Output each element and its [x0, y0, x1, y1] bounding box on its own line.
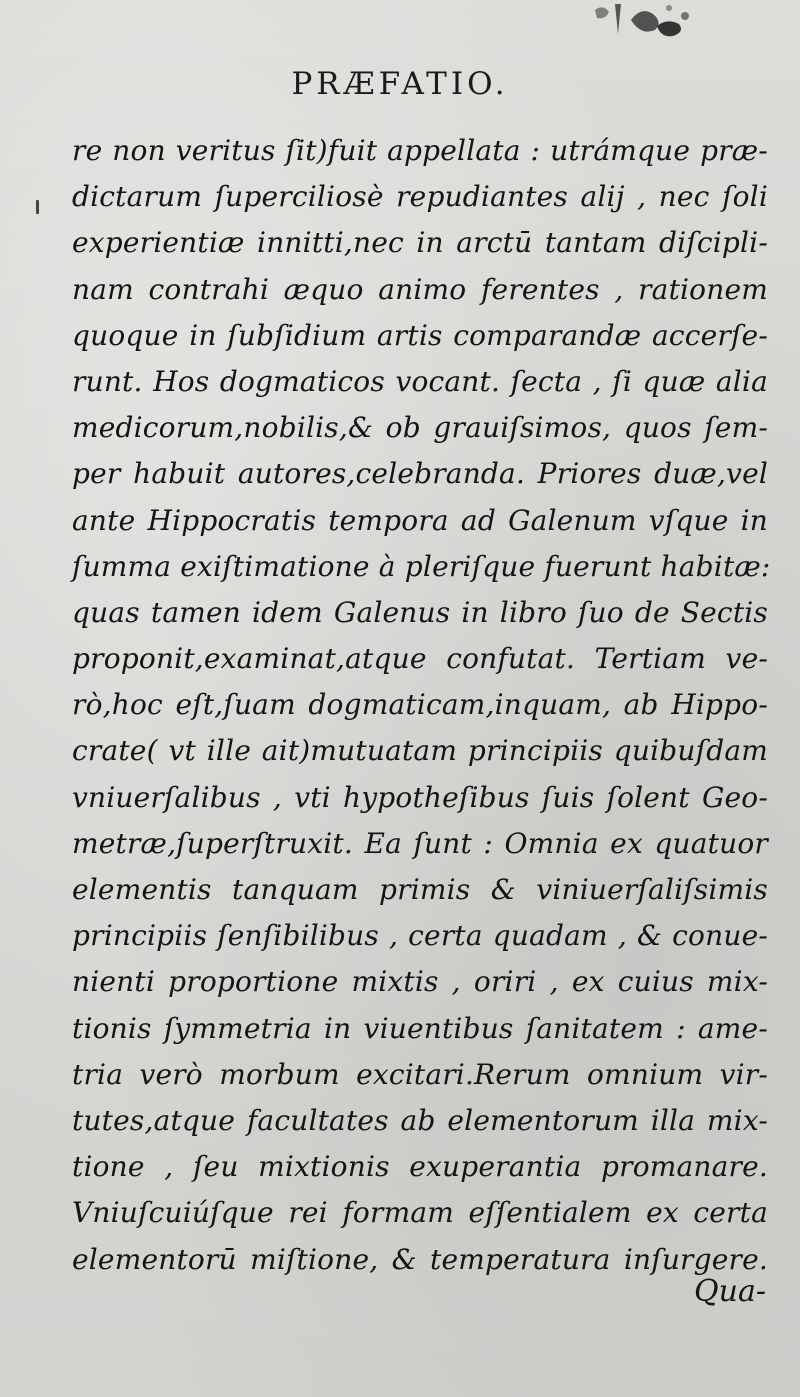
text-line: tione , ſeu mixtionis exuperantia promanare.: [72, 1150, 768, 1184]
running-head: PRÆFATIO.: [291, 66, 509, 102]
text-line: quoque in ſubſidium artis comparandæ accerſe-: [72, 318, 768, 352]
body-text: [72, 128, 771, 1283]
text-line: quas tamen idem Galenus in libro ſuo de Sectis: [72, 595, 768, 629]
text-line: runt. Hos dogmaticos vocant. ſecta , ſi quæ alia: [72, 364, 768, 398]
text-line: tionis ſymmetria in viuentibus ſanitatem : ame-: [72, 1011, 768, 1045]
text-line: proponit,examinat,atque confutat. Tertiam ve-: [72, 642, 768, 676]
text-line: dictarum ſuperciliosè repudiantes alij , nec ſoli: [72, 180, 768, 214]
text-line: Vniuſcuiúſque rei formam eſſentialem ex certa: [72, 1196, 768, 1230]
text-line: elementorū miſtione, & temperatura inſurgere.: [72, 1242, 768, 1276]
text-line: nam contrahi æquo animo ferentes , rationem: [72, 272, 768, 306]
text-line: re non veritus ſit)fuit appellata : utrámque præ-: [72, 134, 768, 167]
catchword: Qua-: [694, 1274, 766, 1309]
ink-stain-decoration: [585, 0, 700, 48]
margin-mark: [36, 200, 39, 214]
text-line: metræ,ſuperſtruxit. Ea ſunt : Omnia ex quatuor: [72, 826, 768, 860]
text-line: ante Hippocratis tempora ad Galenum vſque in: [72, 503, 768, 537]
text-line: crate( vt ille ait)mutuatam principiis quibuſdam: [72, 734, 768, 768]
text-line: tria verò morbum excitari.Rerum omnium vir-: [72, 1057, 768, 1091]
text-line: ſumma exiſtimatione à pleriſque fuerunt habitæ:: [72, 549, 771, 583]
text-line: principiis ſenſibilibus , certa quadam , & conue-: [72, 919, 768, 953]
text-line: per habuit autores,celebranda. Priores duæ,vel: [72, 457, 768, 491]
text-line: nienti proportione mixtis , oriri , ex cuius mix-: [72, 965, 768, 999]
text-line: tutes,atque facultates ab elementorum illa mix-: [72, 1103, 768, 1137]
text-line: experientiæ innitti,nec in arctū tantam diſcipli-: [72, 226, 768, 260]
text-line: elementis tanquam primis & viniuerſaliſsimis: [72, 873, 768, 906]
text-line: rò,hoc eſt,ſuam dogmaticam,inquam, ab Hippo-: [72, 688, 768, 722]
text-line: medicorum,nobilis,& ob grauiſsimos, quos ſem-: [72, 411, 768, 445]
text-line: vniuerſalibus , vti hypotheſibus ſuis ſolent Geo-: [72, 780, 768, 814]
